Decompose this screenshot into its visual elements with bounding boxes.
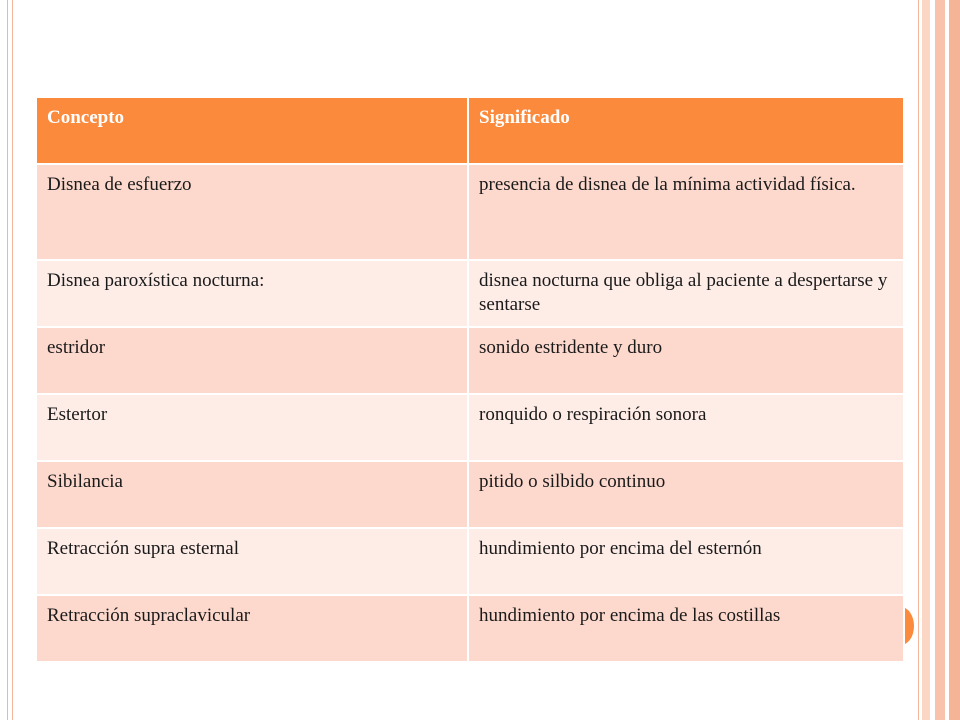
cell-significado: hundimiento por encima del esternón (468, 528, 904, 595)
cell-significado: sonido estridente y duro (468, 327, 904, 394)
cell-significado: hundimiento por encima de las costillas (468, 595, 904, 662)
cell-concepto: Retracción supra esternal (36, 528, 468, 595)
header-concepto: Concepto (36, 97, 468, 164)
table-row (36, 461, 904, 528)
cell-concepto: Disnea de esfuerzo (36, 164, 468, 260)
cell-concepto: estridor (36, 327, 468, 394)
cell-concepto: Retracción supraclavicular (36, 595, 468, 662)
cell-significado: presencia de disnea de la mínima actividad física. (468, 164, 904, 260)
cell-significado: pitido o silbido continuo (468, 461, 904, 528)
table-row (36, 595, 904, 662)
cell-significado: ronquido o respiración sonora (468, 394, 904, 461)
table-row (36, 394, 904, 461)
table-row (36, 528, 904, 595)
cell-concepto: Estertor (36, 394, 468, 461)
header-significado: Significado (468, 97, 904, 164)
cell-concepto: Disnea paroxística nocturna: (36, 260, 468, 327)
slide-frame-right (918, 0, 960, 720)
table-row (36, 164, 904, 260)
cell-significado: disnea nocturna que obliga al paciente a despertarse y sentarse (468, 260, 904, 327)
slide-frame-left (7, 0, 13, 720)
table-row (36, 260, 904, 327)
table-header-row (36, 97, 904, 164)
table-row (36, 327, 904, 394)
concept-table (35, 96, 905, 663)
cell-concepto: Sibilancia (36, 461, 468, 528)
